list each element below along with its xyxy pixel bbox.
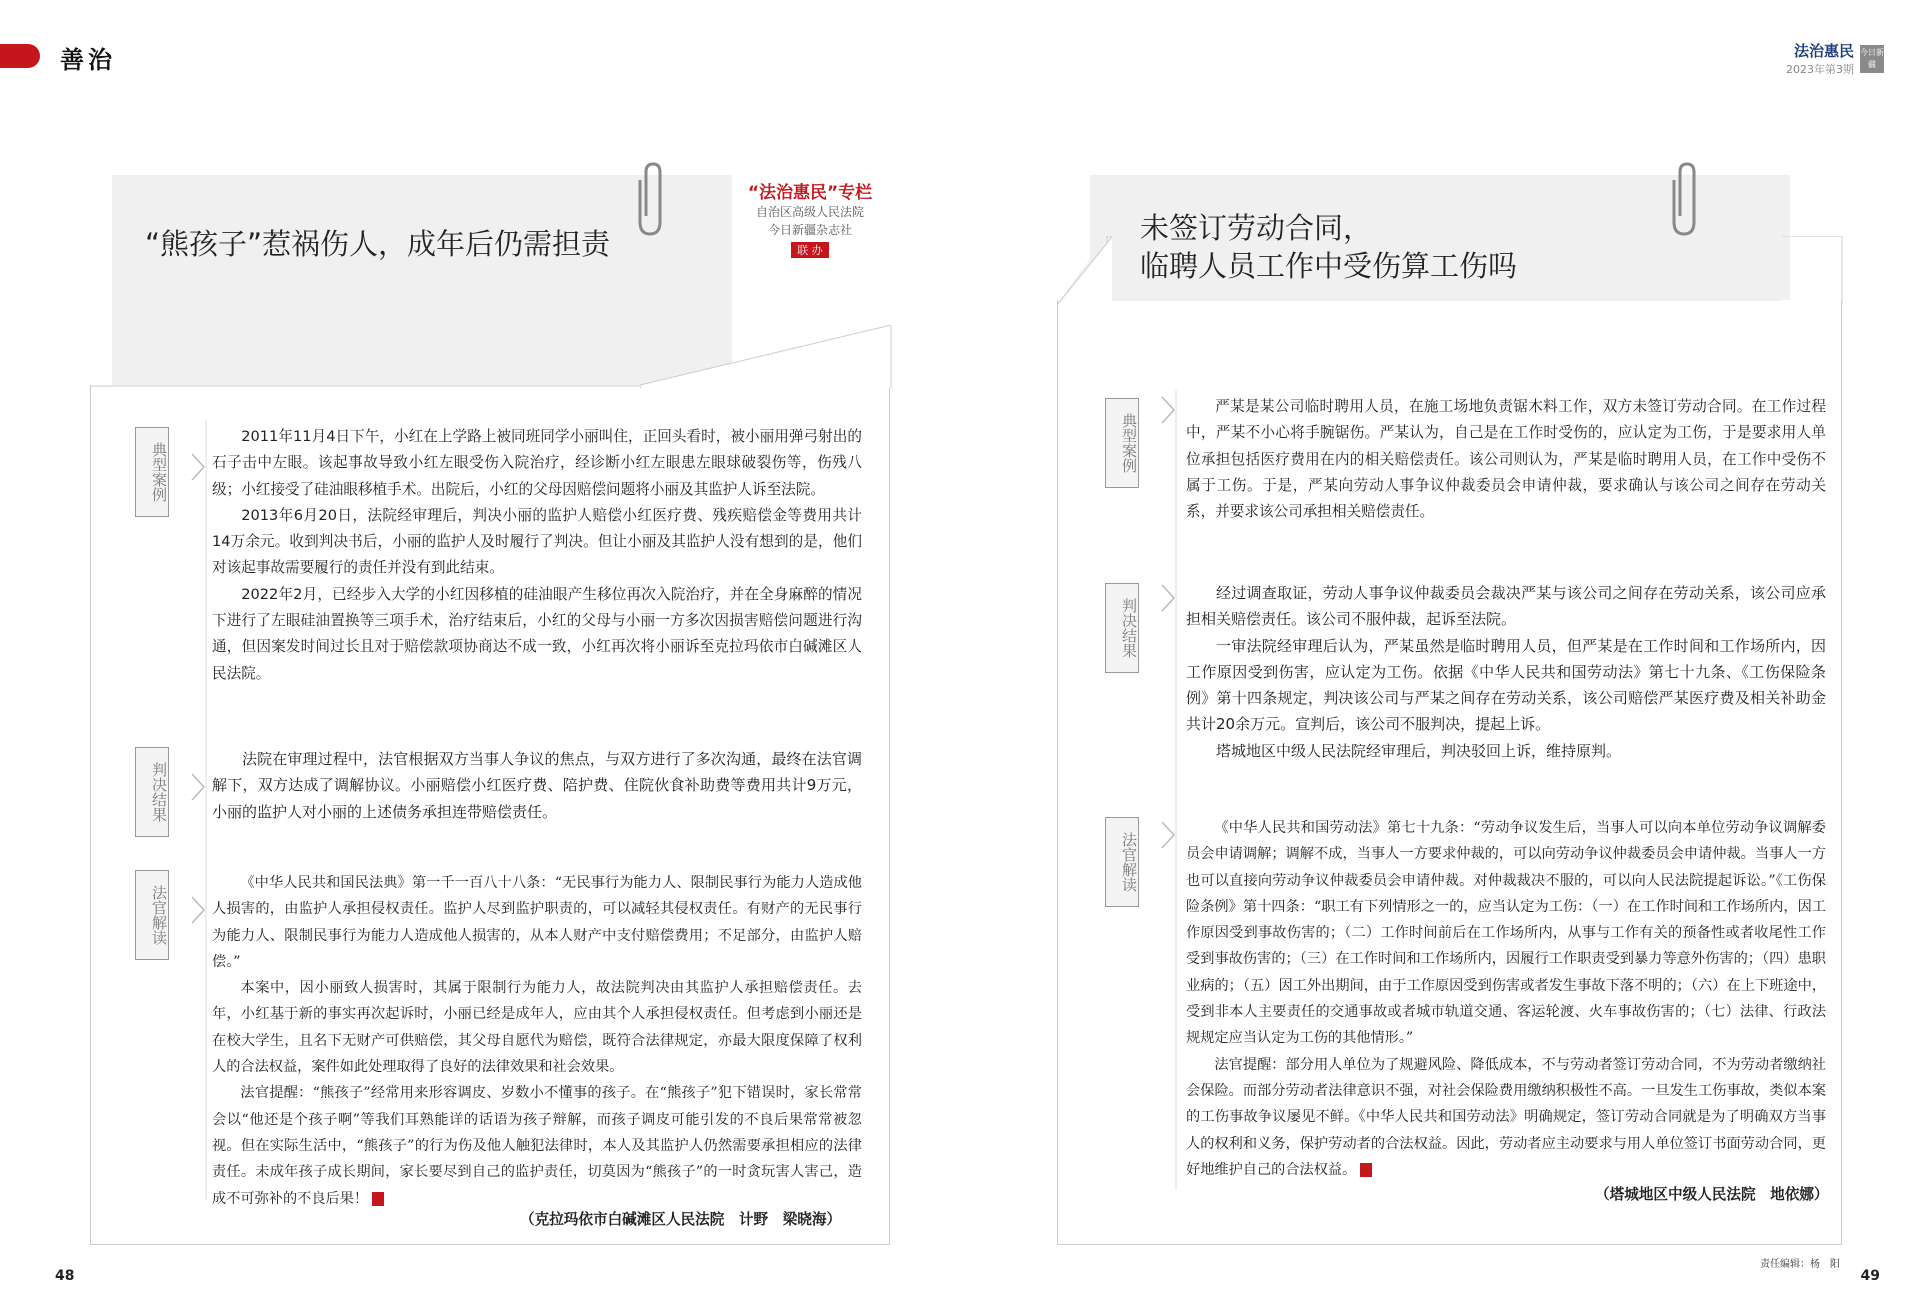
left-judge-text — [212, 870, 862, 1212]
right-title-line-1: 未签订劳动合同， — [1140, 211, 1373, 245]
label-judge-reading: 法官解读 — [1105, 817, 1139, 907]
paragraph: 2011年11月4日下午，小红在上学路上被同班同学小丽叫住，正回头看时，被小丽用弹弓射出的石子击中左眼。该起事故导致小红左眼受伤入院治疗，经诊断小红左眼患左眼球破裂伤等，伤残八级；小红接受了硅油眼移植手术。出院后，小红的父母因赔偿问题将小丽及其监护人诉至法院。 — [212, 428, 862, 498]
right-card-fold — [1057, 235, 1117, 310]
right-verdict-text — [1186, 580, 1826, 764]
left-article-title: “熊孩子”惹祸伤人，成年后仍需担责 — [145, 227, 611, 261]
right-case-text — [1186, 394, 1826, 525]
left-verdict-text — [212, 746, 862, 825]
left-card-fold — [640, 325, 892, 389]
end-mark-icon — [372, 1192, 384, 1206]
right-vertical-rule — [1175, 390, 1177, 1190]
label-verdict: 判决结果 — [1105, 583, 1139, 673]
paragraph-text: 法官提醒：“熊孩子”经常用来形容调皮、岁数小不懂事的孩子。在“熊孩子”犯下错误时，家长常常会以“他还是个孩子啊”等我们耳熟能详的话语为孩子辩解，而孩子调皮可能引发的不良后果常常被忽视。但在实际生活中，“熊孩子”的行为伤及他人触犯法律时，本人及其监护人仍然需要承担相应的法律责任。未成年孩子成长期间，家长要尽到自己的监护责任，切莫因为“熊孩子”的一时贪玩害人害己，造成不可弥补的不良后果！ — [212, 1085, 862, 1207]
triangle-arrow-icon — [1160, 395, 1176, 425]
paperclip-icon — [1662, 160, 1702, 240]
responsible-editor: 责任编辑：杨 阳 — [1760, 1259, 1840, 1270]
triangle-arrow-icon — [1160, 820, 1176, 850]
right-signature: （塔城地区中级人民法院 地依娜） — [1595, 1186, 1829, 1203]
brand-issue: 2023年第3期 — [1786, 63, 1854, 76]
right-article-title — [1140, 210, 1517, 285]
paragraph: 塔城地区中级人民法院经审理后，判决驳回上诉，维持原判。 — [1216, 741, 1622, 760]
right-title-line-2: 临聘人员工作中受伤算工伤吗 — [1140, 248, 1518, 283]
label-typical-case: 典型案例 — [135, 427, 169, 517]
column-line-2: 今日新疆杂志社 — [767, 223, 852, 237]
column-tag: 联 办 — [791, 242, 829, 258]
paragraph: 本案中，因小丽致人损害时，其属于限制行为能力人，故法院判决由其监护人承担赔偿责任。去年，小红基于新的事实再次起诉时，小丽已经是成年人，应由其个人承担侵权责任。但考虑到小丽还是在校大学生，且名下无财产可供赔偿，其父母自愿代为赔偿，既符合法律规定，亦最大限度保障了权利人的合法权益，案件如此处理取得了良好的法律效果和社会效果。 — [212, 980, 862, 1076]
paragraph — [212, 1080, 862, 1211]
paragraph: 2013年6月20日，法院经审理后，判决小丽的监护人赔偿小红医疗费、残疾赔偿金等费用共计14万余元。收到判决书后，小丽的监护人及时履行了判决。但让小丽及其监护人没有想到的是，他们对该起事故需要履行的责任并没有到此结束。 — [212, 506, 862, 577]
left-card-top-edge — [90, 380, 642, 388]
label-typical-case: 典型案例 — [1105, 398, 1139, 488]
triangle-arrow-icon — [190, 452, 206, 482]
page-number-left: 48 — [55, 1268, 75, 1284]
brand-name: 法治惠民 — [1793, 42, 1854, 60]
label-judge-reading: 法官解读 — [135, 870, 169, 960]
paragraph: 一审法院经审理后认为，严某虽然是临时聘用人员，但严某是在工作时间和工作场所内，因工作原因受到伤害，应认定为工伤。依据《中华人民共和国劳动法》第七十九条、《工伤保险条例》第十四条规定，判决该公司与严某之间存在劳动关系，该公司赔偿严某医疗费及相关补助金共计20余万元。宣判后，该公司不服判决，提起上诉。 — [1186, 636, 1826, 734]
paragraph: 法院在审理过程中，法官根据双方当事人争议的焦点，与双方进行了多次沟通，最终在法官调解下，双方达成了调解协议。小丽赔偿小红医疗费、陪护费、住院伙食补助费等费用共计9万元，小丽的监护人对小丽的上述债务承担连带赔偿责任。 — [212, 750, 862, 821]
paragraph: 《中华人民共和国民法典》第一千一百八十八条：“无民事行为能力人、限制民事行为能力人造成他人损害的，由监护人承担侵权责任。监护人尽到监护职责的，可以减轻其侵权责任。有财产的无民事行为能力人、限制民事行为能力人造成他人损害的，从本人财产中支付赔偿费用；不足部分，由监护人赔偿。” — [212, 875, 862, 970]
column-badge — [735, 178, 885, 258]
label-verdict: 判决结果 — [135, 747, 169, 837]
end-mark-icon — [1360, 1163, 1372, 1177]
paperclip-icon — [628, 160, 668, 240]
paragraph: 经过调查取证，劳动人事争议仲裁委员会裁决严某与该公司之间存在劳动关系，该公司应承担相关赔偿责任。该公司不服仲裁，起诉至法院。 — [1186, 584, 1826, 629]
section-tab-marker — [0, 44, 40, 68]
brand-logo: 今日新疆 — [1860, 45, 1884, 73]
triangle-arrow-icon — [1160, 583, 1176, 613]
right-judge-text — [1186, 815, 1826, 1183]
left-signature: （克拉玛依市白碱滩区人民法院 计野 梁晓海） — [520, 1211, 842, 1228]
left-vertical-rule — [205, 420, 207, 1200]
paragraph — [1186, 1052, 1826, 1183]
paragraph: 《中华人民共和国劳动法》第七十九条：“劳动争议发生后，当事人可以向本单位劳动争议调解委员会申请调解；调解不成，当事人一方要求仲裁的，可以向劳动争议仲裁委员会申请仲裁。当事人一方也可以直接向劳动争议仲裁委员会申请仲裁。对仲裁裁决不服的，可以向人民法院提起诉讼。”《工伤保险条例》第十四条：“职工有下列情形之一的，应当认定为工伤：（一）在工作时间和工作场所内，因工作原因受到事故伤害的；（二）工作时间前后在工作场所内，从事与工作有关的预备性或者收尾性工作受到事故伤害的；（三）在工作时间和工作场所内，因履行工作职责受到暴力等意外伤害的；（四）患职业病的；（五）因工外出期间，由于工作原因受到伤害或者发生事故下落不明的；（六）在上下班途中，受到非本人主要责任的交通事故或者城市轨道交通、客运轮渡、火车事故伤害的；（七）法律、行政法规规定应当认定为工伤的其他情形。” — [1186, 820, 1826, 1047]
page-number-right: 49 — [1860, 1268, 1880, 1284]
section-title: 善治 — [60, 45, 116, 74]
paragraph: 严某是某公司临时聘用人员，在施工场地负责锯木料工作，双方未签订劳动合同。在工作过程中，严某不小心将手腕锯伤。严某认为，自己是在工作时受伤的，应认定为工伤，于是要求用人单位承担包括医疗费用在内的相关赔偿责任。该公司则认为，严某是临时聘用人员，在工作中受伤不属于工伤。于是，严某向劳动人事争议仲裁委员会申请仲裁，要求确认与该公司之间存在劳动关系，并要求该公司承担相关赔偿责任。 — [1186, 398, 1826, 521]
paragraph: 2022年2月，已经步入大学的小红因移植的硅油眼产生移位再次入院治疗，并在全身麻醉的情况下进行了左眼硅油置换等三项手术，治疗结束后，小红的父母与小丽一方多次因损害赔偿问题进行沟通，但因案发时间过长且对于赔偿款项协商达不成一致，小红再次将小丽诉至克拉玛依市白碱滩区人民法院。 — [212, 585, 862, 682]
brand — [1786, 40, 1884, 77]
triangle-arrow-icon — [190, 895, 206, 925]
column-line-1: 自治区高级人民法院 — [755, 205, 864, 219]
left-case-text — [212, 424, 862, 687]
paragraph-text: 法官提醒：部分用人单位为了规避风险、降低成本，不与劳动者签订劳动合同，不为劳动者缴纳社会保险。而部分劳动者法律意识不强，对社会保险费用缴纳积极性不高。一旦发生工伤事故，类似本案的工伤事故争议屡见不鲜。《中华人民共和国劳动法》明确规定，签订劳动合同就是为了明确双方当事人的权利和义务，保护劳动者的合法权益。因此，劳动者应主动要求与用人单位签订书面劳动合同，更好地维护自己的合法权益。 — [1186, 1056, 1826, 1178]
column-title: “法治惠民”专栏 — [747, 183, 873, 203]
triangle-arrow-icon — [190, 772, 206, 802]
